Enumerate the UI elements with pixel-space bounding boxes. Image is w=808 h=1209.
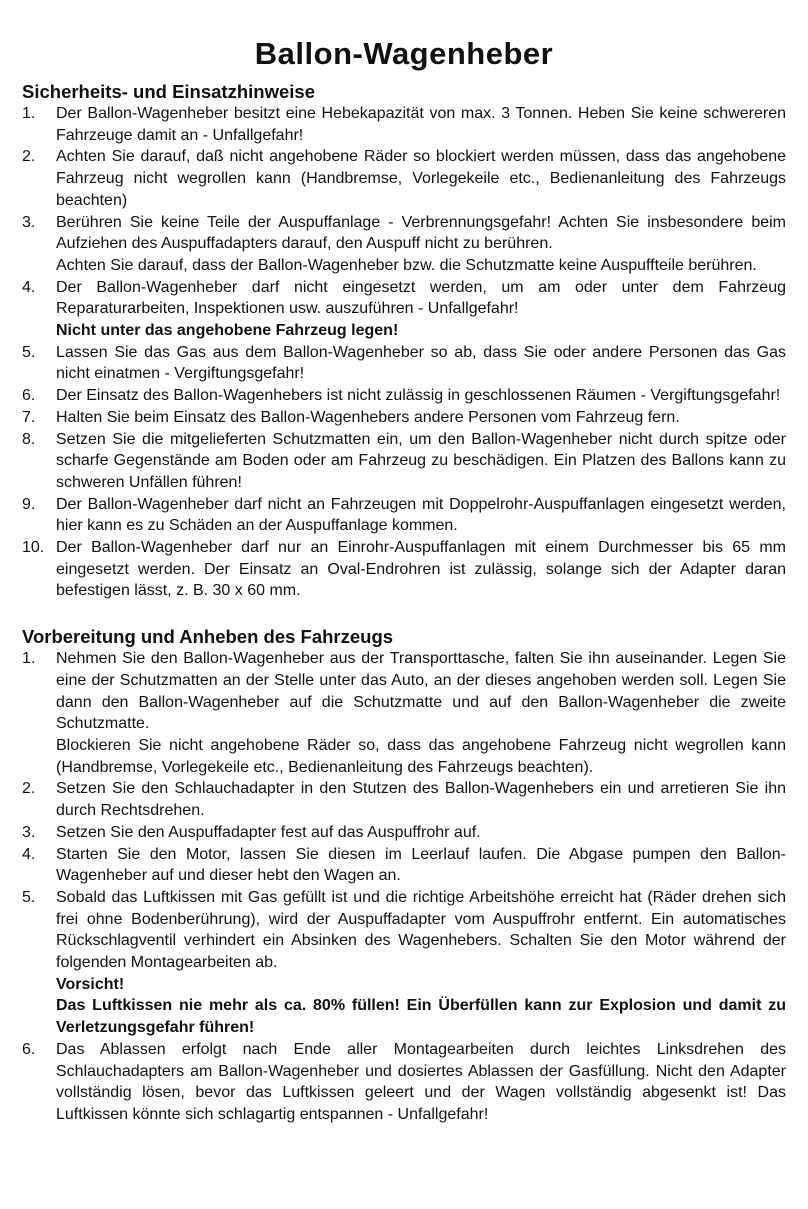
- list-item-text: Der Ballon-Wagenheber darf nicht eingesetzt werden, um am oder unter dem Fahrzeug Reparaturarbeiten, Inspektionen usw. auszuführen - Unfallgefahr!: [56, 278, 786, 318]
- list-item-number: 2.: [22, 148, 36, 166]
- section-heading-safety: Sicherheits- und Einsatzhinweise: [22, 81, 315, 102]
- list-item-text: Setzen Sie den Auspuffadapter fest auf das Auspuffrohr auf.: [56, 823, 481, 841]
- list-item-text: Achten Sie darauf, daß nicht angehobene Räder so blockiert werden müssen, dass das angehobene Fahrzeug nicht wegrollen kann (Handbremse, Vorlegekeile etc., Bedienanleitung des Fahrzeugs beachten): [56, 148, 786, 209]
- list-item-text: Starten Sie den Motor, lassen Sie diesen im Leerlauf laufen. Die Abgase pumpen den Ballon-Wagenheber auf und dieser hebt den Wagen an.: [56, 845, 786, 885]
- list-item-text: Halten Sie beim Einsatz des Ballon-Wagenhebers andere Personen vom Fahrzeug fern.: [56, 408, 680, 426]
- list-item-number: 5.: [22, 343, 36, 361]
- list-item-text: Der Ballon-Wagenheber darf nur an Einrohr-Auspuffanlagen mit einem Durchmesser bis 65 mm eingesetzt werden. Der Einsatz an Oval-Endrohren ist zulässig, solange sich der Adapter daran befestigen lässt, z. B. 30 x 60 mm.: [56, 539, 786, 600]
- list-item: [22, 887, 786, 1039]
- list-item-text: Blockieren Sie nicht angehobene Räder so, dass das angehobene Fahrzeug nicht wegrollen kann (Handbremse, Vorlegekeile etc., Bedienanleitung des Fahrzeugs beachten).: [56, 736, 786, 776]
- list-item: [22, 778, 786, 821]
- list-item: [22, 537, 786, 602]
- list-item-text: Lassen Sie das Gas aus dem Ballon-Wagenheber so ab, dass Sie oder andere Personen das Gas nicht einatmen - Vergiftungsgefahr!: [56, 343, 786, 383]
- section-heading-preparation: Vorbereitung und Anheben des Fahrzeugs: [22, 626, 394, 648]
- list-item-number: 4.: [22, 278, 36, 296]
- list-item-number: 8.: [22, 430, 36, 448]
- list-item-number: 10.: [22, 539, 45, 557]
- safety-list: [22, 103, 786, 602]
- list-item-number: 3.: [22, 213, 36, 231]
- list-item-number: 6.: [22, 387, 36, 405]
- warning-text: Nicht unter das angehobene Fahrzeug legen!: [56, 322, 399, 340]
- list-item-number: 1.: [22, 650, 36, 668]
- list-item: [22, 429, 786, 494]
- list-item-number: 1.: [22, 105, 36, 122]
- list-item-text: Setzen Sie die mitgelieferten Schutzmatten ein, um den Ballon-Wagenheber nicht durch spitze oder scharfe Gegenstände am Boden oder am Fahrzeug zu beschädigen. Ein Platzen des Ballons kann zu schweren Unfällen führen!: [56, 430, 786, 491]
- list-item-text: Achten Sie darauf, dass der Ballon-Wagenheber bzw. die Schutzmatte keine Auspuffteile berühren.: [56, 256, 757, 274]
- list-item: [22, 844, 786, 887]
- list-item-text: Sobald das Luftkissen mit Gas gefüllt ist und die richtige Arbeitshöhe erreicht hat (Räder drehen sich frei ohne Bodenberührung), wird der Auspuffadapter vom Auspuffrohr entfernt. Ein automatisches Rückschlagventil verhindert ein Absinken des Wagenhebers. Schalten Sie den Motor während der folgenden Montagearbeiten ab.: [56, 888, 786, 972]
- list-item: [22, 494, 786, 537]
- list-item-number: 5.: [22, 888, 36, 906]
- list-item: [22, 822, 786, 844]
- list-item: [22, 1039, 786, 1126]
- list-item-text: Nehmen Sie den Ballon-Wagenheber aus der Transporttasche, falten Sie ihn auseinander. Legen Sie eine der Schutzmatten an der Stelle unter das Auto, an der dieses angehoben werden soll. Legen Sie dann den Ballon-Wagenheber auf die Schutzmatte und auf den Ballon-Wagenheber die zweite Schutzmatte.: [56, 650, 786, 733]
- list-item: [22, 212, 786, 277]
- list-item-number: 9.: [22, 495, 36, 513]
- list-item-number: 4.: [22, 845, 36, 863]
- list-item: [22, 103, 786, 146]
- warning-text: Das Luftkissen nie mehr als ca. 80% füllen! Ein Überfüllen kann zur Explosion und damit zu Verletzungsgefahr führen!: [56, 997, 786, 1037]
- warning-text: Vorsicht!: [56, 975, 125, 993]
- list-item-number: 3.: [22, 823, 36, 841]
- list-item: [22, 648, 786, 778]
- list-item-number: 7.: [22, 408, 36, 426]
- list-item: [22, 342, 786, 385]
- list-item-text: Der Ballon-Wagenheber darf nicht an Fahrzeugen mit Doppelrohr-Auspuffanlagen eingesetzt werden, hier kann es zu Schäden an der Auspuffanlage kommen.: [56, 495, 786, 535]
- list-item-text: Der Einsatz des Ballon-Wagenhebers ist nicht zulässig in geschlossenen Räumen - Vergiftungsgefahr!: [56, 387, 781, 405]
- list-item: [22, 146, 786, 211]
- list-item: [22, 277, 786, 342]
- list-item: [22, 385, 786, 407]
- list-item-number: 2.: [22, 780, 36, 798]
- list-item-number: 6.: [22, 1040, 36, 1058]
- page-title: Ballon-Wagenheber: [254, 36, 554, 71]
- list-item-text: Der Ballon-Wagenheber besitzt eine Hebekapazität von max. 3 Tonnen. Heben Sie keine schwereren Fahrzeuge damit an - Unfallgefahr!: [56, 105, 786, 144]
- list-item-text: Berühren Sie keine Teile der Auspuffanlage - Verbrennungsgefahr! Achten Sie insbesondere beim Aufziehen des Auspuffadapters darauf, den Auspuff nicht zu berühren.: [56, 213, 786, 253]
- list-item-text: Das Ablassen erfolgt nach Ende aller Montagearbeiten durch leichtes Linksdrehen des Schlauchadapters am Ballon-Wagenheber und dosiertes Ablassen der Gasfüllung. Nicht den Adapter vollständig lösen, bevor das Luftkissen geleert und der Wagen vollständig abgesenkt ist! Das Luftkissen könnte sich schlagartig entspannen - Unfallgefahr!: [56, 1040, 786, 1123]
- list-item-text: Setzen Sie den Schlauchadapter in den Stutzen des Ballon-Wagenhebers ein und arretieren Sie ihn durch Rechtsdrehen.: [56, 780, 786, 820]
- list-item: [22, 407, 786, 429]
- preparation-list: [22, 648, 786, 1125]
